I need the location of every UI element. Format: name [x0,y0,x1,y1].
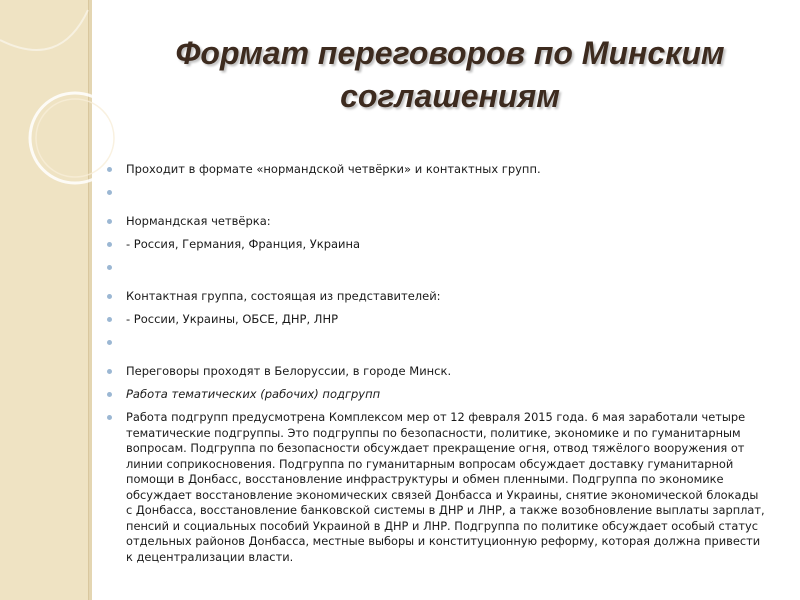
list-item-text: Проходит в формате «нормандской четвёрки» и контактных групп. [126,162,541,176]
bullet-icon [107,340,112,345]
bullet-icon [107,190,112,195]
bullet-icon [107,317,112,322]
bullet-icon [107,219,112,224]
bullet-icon [107,392,112,397]
list-item-empty [107,185,767,200]
bullet-list [107,162,767,565]
list-item-text: Нормандская четвёрка: [126,214,271,228]
list-item-text: - Россия, Германия, Франция, Украина [126,237,361,251]
bullet-icon [107,415,112,420]
slide-title: Формат переговоров по Минским соглашениям [175,35,725,114]
list-item-text: Работа подгрупп предусмотрена Комплексом мер от 12 февраля 2015 года. 6 мая заработали четыре тематические подгруппы. Это подгруппы по безопасности, политике, экономике и по гуманитарным вопросам. Подгруппа по безопасности обсуждает прекращение огня, отвод тяжёлого вооружения от линии соприкосновения. Подгруппа по гуманитарным вопросам обсуждает доставку гуманитарной помощи в Донбасс, восстановление инфраструктуры и обмен пленными. Подгруппа по экономике обсуждает восстановление экономических связей Донбасса и Украины, снятие экономической блокады с Донбасса, восстановление банковской системы в ДНР и ЛНР, а также возобновление выплаты зарплат, пенсий и социальных пособий Украиной в ДНР и ЛНР. Подгруппа по политике обсуждает особый статус отдельных районов Донбасса, местные выборы и конституционную реформу, которая должна привести к децентрализации власти. [126,410,765,564]
list-item [107,214,767,229]
list-item [107,364,767,379]
list-item-text: - России, Украины, ОБСЕ, ДНР, ЛНР [126,312,339,326]
bullet-icon [107,242,112,247]
list-item [107,162,767,177]
list-item-text: Переговоры проходят в Белоруссии, в городе Минск. [126,364,452,378]
list-item [107,237,767,252]
list-item [107,289,767,304]
list-item-heading [107,387,767,402]
list-item [107,312,767,327]
list-item-empty [107,335,767,350]
bullet-icon [107,369,112,374]
list-item-empty [107,260,767,275]
list-item-paragraph [107,410,767,565]
list-item-text: Контактная группа, состоящая из представителей: [126,289,441,303]
bullet-icon [107,294,112,299]
bullet-icon [107,167,112,172]
bullet-icon [107,265,112,270]
list-item-text: Работа тематических (рабочих) подгрупп [126,387,381,401]
